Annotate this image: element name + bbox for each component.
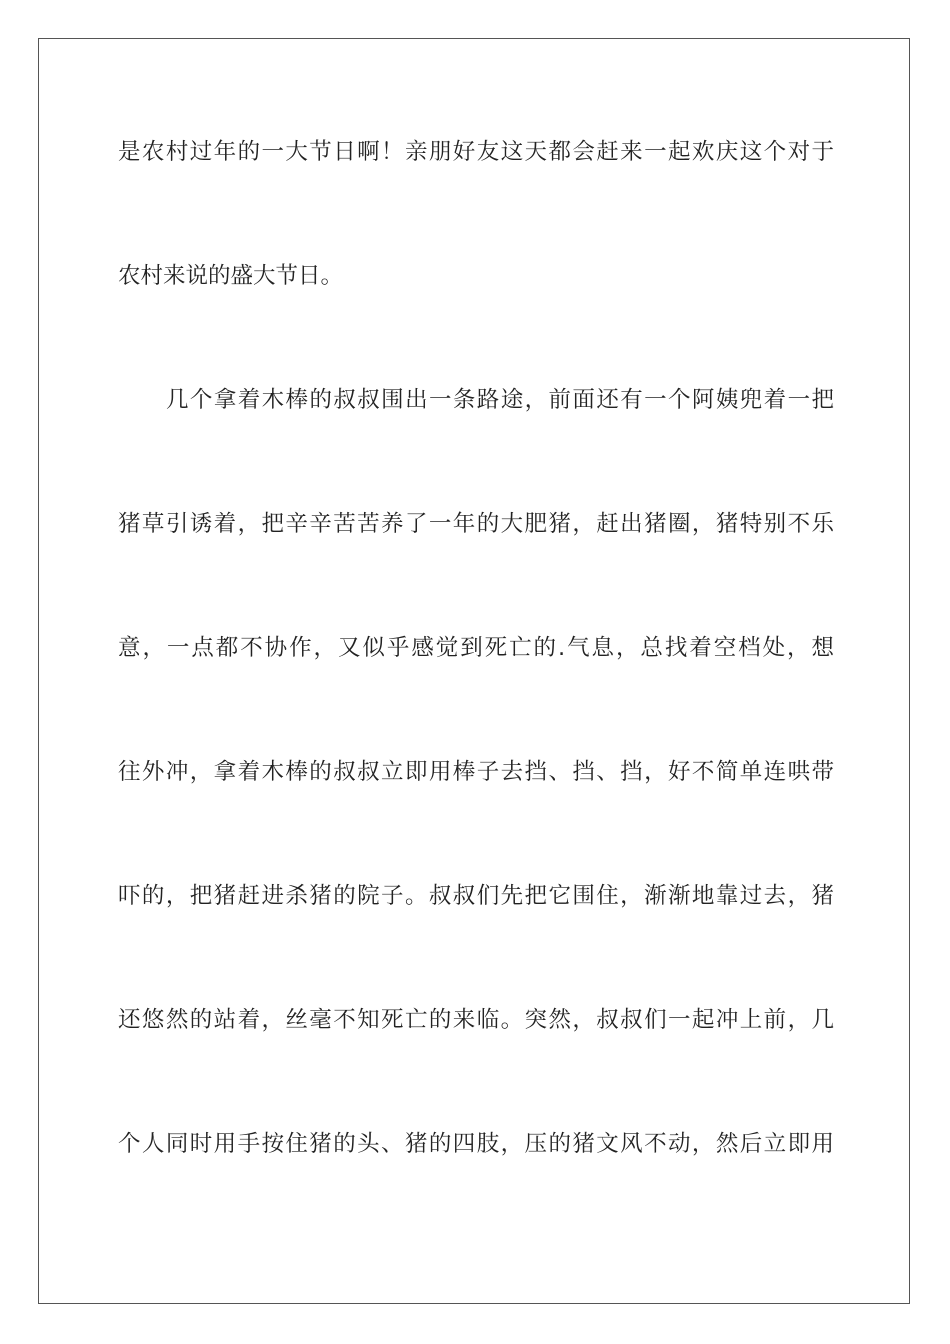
text-line-5: 意，一点都不协作，又似乎感觉到死亡的.气息，总找着空档处，想 (118, 635, 834, 661)
text-line-3: 几个拿着木棒的叔叔围出一条路途，前面还有一个阿姨兜着一把 (166, 387, 834, 413)
page-border (38, 38, 910, 1304)
text-line-6: 往外冲，拿着木棒的叔叔立即用棒子去挡、挡、挡，好不简单连哄带 (118, 759, 834, 785)
text-line-2: 农村来说的盛大节日。 (118, 263, 344, 289)
text-line-7: 吓的，把猪赶进杀猪的院子。叔叔们先把它围住，渐渐地靠过去，猪 (118, 883, 834, 909)
text-line-8: 还悠然的站着，丝毫不知死亡的来临。突然，叔叔们一起冲上前，几 (118, 1007, 834, 1033)
text-line-4: 猪草引诱着，把辛辛苦苦养了一年的大肥猪，赶出猪圈，猪特别不乐 (118, 511, 834, 537)
text-line-9: 个人同时用手按住猪的头、猪的四肢，压的猪文风不动，然后立即用 (118, 1131, 834, 1157)
text-line-1: 是农村过年的一大节日啊！亲朋好友这天都会赶来一起欢庆这个对于 (118, 139, 834, 165)
